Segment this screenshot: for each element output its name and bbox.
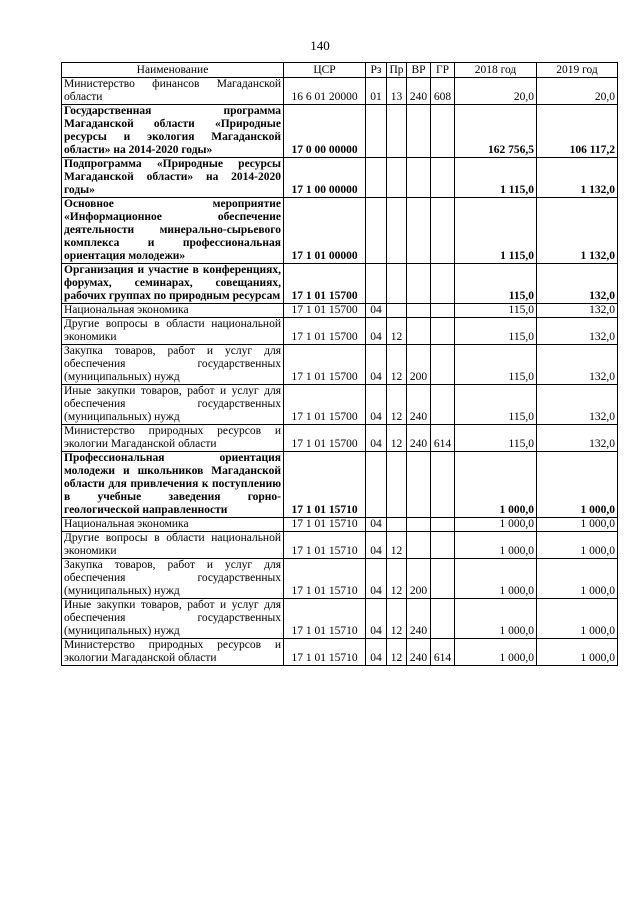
cell-csr: 17 1 01 15700 [284, 425, 366, 452]
cell-vr: 240 [407, 599, 431, 639]
cell-vr: 240 [407, 425, 431, 452]
cell-2019: 132,0 [537, 304, 618, 318]
cell-gr [431, 264, 455, 304]
cell-name: Государственная программа Магаданской области «Природные ресурсы и экология Магаданской области» на 2014-2020 годы» [62, 105, 284, 158]
cell-rz: 01 [366, 78, 387, 105]
table-row [62, 105, 618, 158]
header-pr: Пр [387, 63, 407, 78]
cell-csr: 17 1 01 15710 [284, 532, 366, 559]
table-row [62, 345, 618, 385]
cell-csr: 17 1 01 15700 [284, 264, 366, 304]
cell-2018: 1 000,0 [455, 518, 537, 532]
cell-2019: 1 000,0 [537, 518, 618, 532]
cell-name: Министерство финансов Магаданской области [62, 78, 284, 105]
cell-vr [407, 318, 431, 345]
cell-2018: 115,0 [455, 318, 537, 345]
table-row [62, 599, 618, 639]
cell-csr: 17 1 01 15710 [284, 518, 366, 532]
cell-gr [431, 532, 455, 559]
cell-name: Министерство природных ресурсов и экологии Магаданской области [62, 425, 284, 452]
cell-name: Другие вопросы в области национальной экономики [62, 532, 284, 559]
cell-2018: 115,0 [455, 425, 537, 452]
cell-name: Иные закупки товаров, работ и услуг для обеспечения государственных (муниципальных) нужд [62, 599, 284, 639]
cell-name: Подпрограмма «Природные ресурсы Магаданской области» на 2014-2020 годы» [62, 158, 284, 198]
cell-vr: 240 [407, 78, 431, 105]
cell-2018: 20,0 [455, 78, 537, 105]
cell-pr [387, 304, 407, 318]
cell-csr: 17 1 01 15700 [284, 385, 366, 425]
cell-vr: 240 [407, 385, 431, 425]
cell-gr [431, 518, 455, 532]
cell-2019: 1 132,0 [537, 198, 618, 264]
page-number: 140 [310, 38, 330, 53]
header-name: Наименование [62, 63, 284, 78]
cell-pr: 12 [387, 425, 407, 452]
cell-csr: 17 1 01 15710 [284, 559, 366, 599]
cell-rz: 04 [366, 318, 387, 345]
cell-csr: 17 1 01 15700 [284, 345, 366, 385]
cell-rz: 04 [366, 425, 387, 452]
table-header-row [62, 63, 618, 78]
cell-csr: 17 1 01 15710 [284, 452, 366, 518]
cell-pr: 12 [387, 599, 407, 639]
cell-2018: 1 000,0 [455, 452, 537, 518]
cell-2019: 106 117,2 [537, 105, 618, 158]
cell-vr [407, 158, 431, 198]
cell-2018: 1 115,0 [455, 158, 537, 198]
cell-pr: 12 [387, 559, 407, 599]
cell-pr: 12 [387, 385, 407, 425]
cell-csr: 17 0 00 00000 [284, 105, 366, 158]
table-row [62, 78, 618, 105]
cell-gr [431, 599, 455, 639]
table-row [62, 385, 618, 425]
cell-name: Национальная экономика [62, 304, 284, 318]
cell-vr [407, 518, 431, 532]
table-row [62, 264, 618, 304]
cell-2018: 162 756,5 [455, 105, 537, 158]
table-row [62, 318, 618, 345]
cell-name: Организация и участие в конференциях, форумах, семинарах, совещаниях, рабочих группах по природным ресурсам [62, 264, 284, 304]
cell-vr [407, 105, 431, 158]
cell-name: Профессиональная ориентация молодежи и школьников Магаданской области для привлечения к поступлению в учебные заведения горно-геологической направленности [62, 452, 284, 518]
cell-csr: 17 1 01 15710 [284, 639, 366, 666]
cell-rz: 04 [366, 559, 387, 599]
header-2018: 2018 год [455, 63, 537, 78]
cell-2019: 132,0 [537, 318, 618, 345]
header-gr: ГР [431, 63, 455, 78]
cell-2018: 115,0 [455, 385, 537, 425]
cell-gr [431, 452, 455, 518]
cell-vr: 240 [407, 639, 431, 666]
table-row [62, 425, 618, 452]
cell-gr [431, 304, 455, 318]
budget-table [61, 62, 618, 666]
cell-gr [431, 105, 455, 158]
cell-2019: 1 000,0 [537, 639, 618, 666]
cell-vr: 200 [407, 559, 431, 599]
cell-2018: 1 000,0 [455, 599, 537, 639]
cell-gr [431, 345, 455, 385]
cell-name: Министерство природных ресурсов и экологии Магаданской области [62, 639, 284, 666]
cell-2018: 1 000,0 [455, 559, 537, 599]
cell-rz [366, 452, 387, 518]
cell-2018: 115,0 [455, 304, 537, 318]
cell-2018: 1 115,0 [455, 198, 537, 264]
cell-vr [407, 532, 431, 559]
cell-name: Другие вопросы в области национальной экономики [62, 318, 284, 345]
cell-csr: 16 6 01 20000 [284, 78, 366, 105]
cell-vr [407, 304, 431, 318]
cell-gr [431, 559, 455, 599]
cell-vr [407, 452, 431, 518]
cell-2019: 132,0 [537, 385, 618, 425]
cell-2019: 1 000,0 [537, 532, 618, 559]
cell-pr: 12 [387, 639, 407, 666]
cell-2018: 115,0 [455, 345, 537, 385]
cell-pr: 12 [387, 318, 407, 345]
cell-2018: 115,0 [455, 264, 537, 304]
cell-rz [366, 158, 387, 198]
table-row [62, 532, 618, 559]
header-csr: ЦСР [284, 63, 366, 78]
cell-csr: 17 1 01 15700 [284, 304, 366, 318]
table-row [62, 518, 618, 532]
cell-2018: 1 000,0 [455, 532, 537, 559]
cell-vr: 200 [407, 345, 431, 385]
cell-2019: 20,0 [537, 78, 618, 105]
cell-pr: 12 [387, 345, 407, 385]
cell-gr: 608 [431, 78, 455, 105]
cell-pr: 12 [387, 532, 407, 559]
table-row [62, 158, 618, 198]
header-2019: 2019 год [537, 63, 618, 78]
cell-rz [366, 105, 387, 158]
cell-rz: 04 [366, 345, 387, 385]
cell-2019: 1 132,0 [537, 158, 618, 198]
cell-vr [407, 198, 431, 264]
cell-name: Закупка товаров, работ и услуг для обеспечения государственных (муниципальных) нужд [62, 559, 284, 599]
cell-vr [407, 264, 431, 304]
table-row [62, 559, 618, 599]
cell-2019: 1 000,0 [537, 452, 618, 518]
cell-csr: 17 1 01 15700 [284, 318, 366, 345]
header-vr: ВР [407, 63, 431, 78]
cell-rz: 04 [366, 532, 387, 559]
cell-gr: 614 [431, 639, 455, 666]
cell-2019: 1 000,0 [537, 599, 618, 639]
cell-gr [431, 385, 455, 425]
cell-2018: 1 000,0 [455, 639, 537, 666]
cell-gr [431, 198, 455, 264]
cell-name: Иные закупки товаров, работ и услуг для обеспечения государственных (муниципальных) нужд [62, 385, 284, 425]
cell-2019: 132,0 [537, 425, 618, 452]
cell-pr [387, 105, 407, 158]
cell-rz: 04 [366, 599, 387, 639]
cell-2019: 132,0 [537, 264, 618, 304]
cell-name: Закупка товаров, работ и услуг для обеспечения государственных (муниципальных) нужд [62, 345, 284, 385]
cell-2019: 1 000,0 [537, 559, 618, 599]
cell-csr: 17 1 01 15710 [284, 599, 366, 639]
cell-pr [387, 264, 407, 304]
cell-rz: 04 [366, 639, 387, 666]
cell-csr: 17 1 01 00000 [284, 198, 366, 264]
cell-gr [431, 318, 455, 345]
cell-rz: 04 [366, 518, 387, 532]
cell-pr [387, 158, 407, 198]
cell-rz [366, 264, 387, 304]
cell-rz [366, 198, 387, 264]
cell-name: Основное мероприятие «Информационное обеспечение деятельности минерально-сырьевого комплекса и профессиональная ориентация молодежи» [62, 198, 284, 264]
cell-2019: 132,0 [537, 345, 618, 385]
cell-rz: 04 [366, 304, 387, 318]
cell-pr [387, 518, 407, 532]
table-row [62, 304, 618, 318]
cell-pr [387, 452, 407, 518]
cell-csr: 17 1 00 00000 [284, 158, 366, 198]
cell-pr: 13 [387, 78, 407, 105]
cell-gr [431, 158, 455, 198]
cell-pr [387, 198, 407, 264]
table-body [62, 78, 618, 666]
table-row [62, 452, 618, 518]
cell-gr: 614 [431, 425, 455, 452]
cell-rz: 04 [366, 385, 387, 425]
cell-name: Национальная экономика [62, 518, 284, 532]
table-row [62, 639, 618, 666]
header-rz: Рз [366, 63, 387, 78]
table-row [62, 198, 618, 264]
